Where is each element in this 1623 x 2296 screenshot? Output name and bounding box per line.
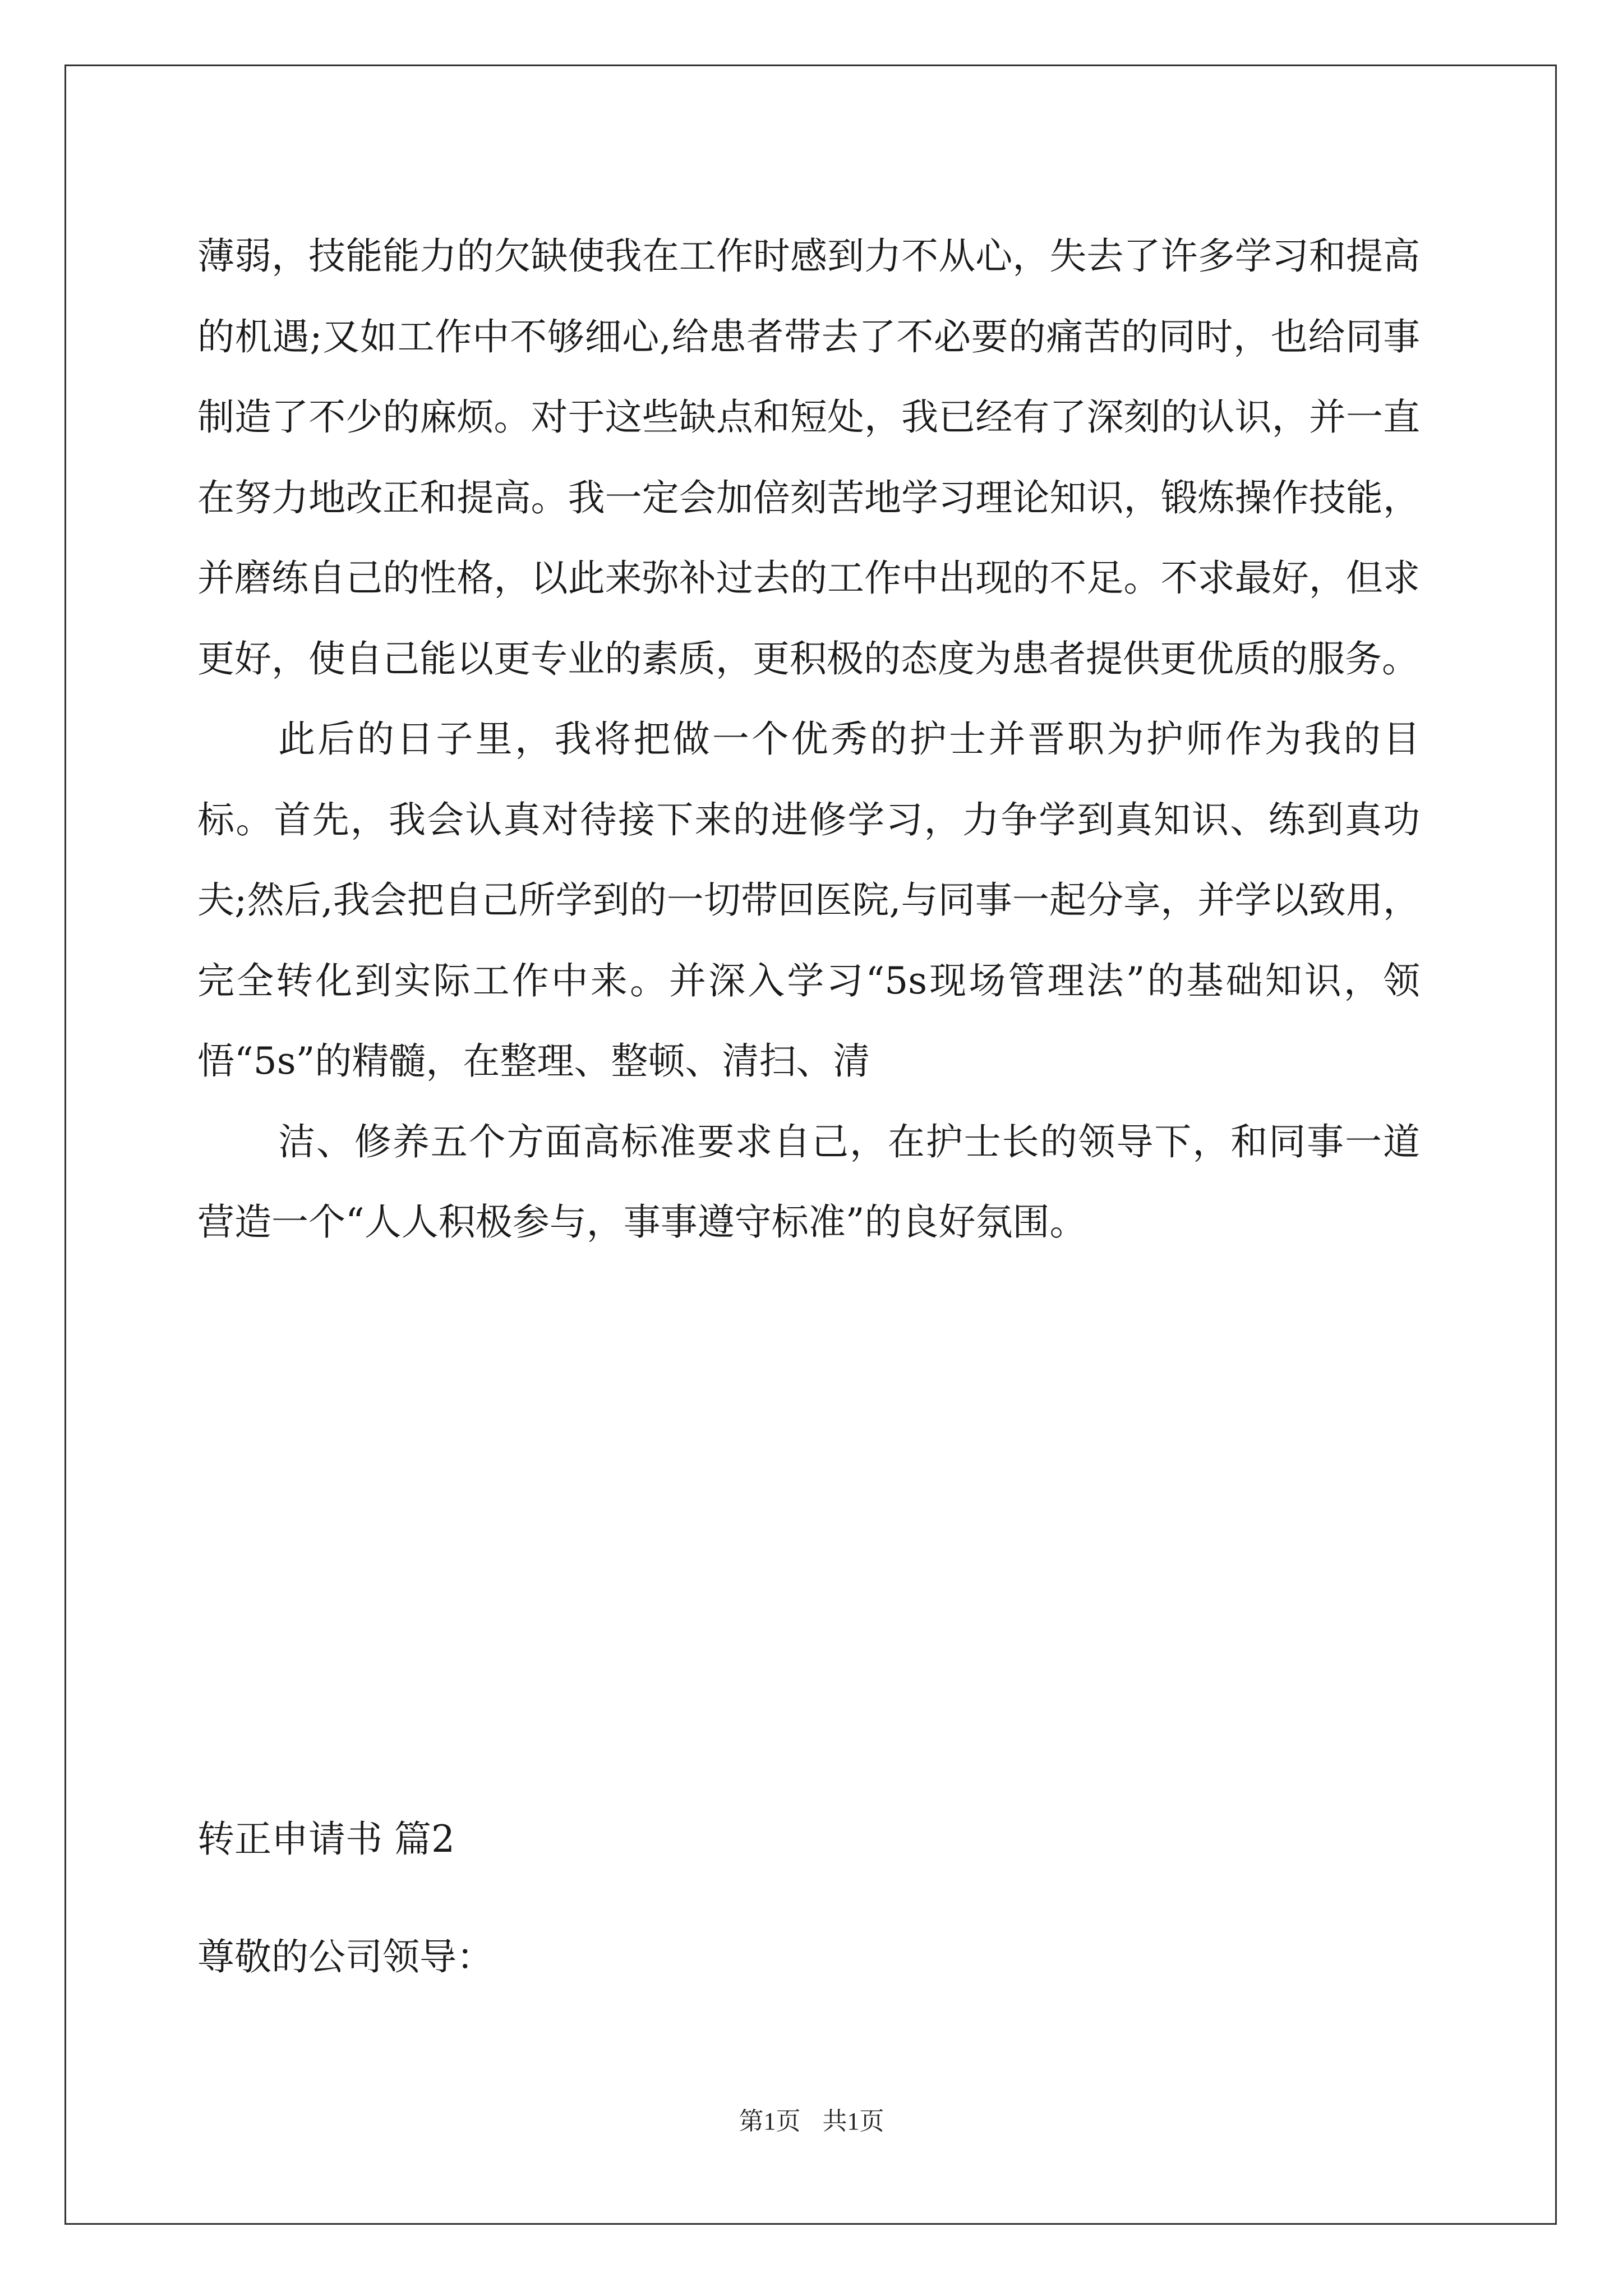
salutation: 尊敬的公司领导：: [197, 1935, 494, 1978]
document-body: [197, 216, 1420, 1263]
page-total: 共1页: [822, 2108, 884, 2135]
section-title: 转正申请书 篇2: [197, 1818, 455, 1861]
page-number: 第1页: [739, 2108, 801, 2135]
page-footer: [0, 2101, 1623, 2137]
paragraph-3: 洁、修养五个方面高标准要求自己，在护士长的领导下，和同事一道营造一个“人人积极参与，事事遵守标准”的良好氛围。: [197, 1120, 1420, 1244]
paragraph-2: 此后的日子里，我将把做一个优秀的护士并晋职为护师作为我的目标。首先，我会认真对待接下来的进修学习，力争学到真知识、练到真功夫;然后,我会把自己所学到的一切带回医院,与同事一起分享，并学以致用，完全转化到实际工作中来。并深入学习“5s现场管理法”的基础知识，领悟“5s”的精髓，在整理、整顿、清扫、清: [197, 717, 1420, 1083]
paragraph-1: 薄弱，技能能力的欠缺使我在工作时感到力不从心，失去了许多学习和提高的机遇;又如工作中不够细心,给患者带去了不必要的痛苦的同时，也给同事制造了不少的麻烦。对于这些缺点和短处，我已经有了深刻的认识，并一直在努力地改正和提高。我一定会加倍刻苦地学习理论知识，锻炼操作技能，并磨练自己的性格，以此来弥补过去的工作中出现的不足。不求最好，但求更好，使自己能以更专业的素质，更积极的态度为患者提供更优质的服务。: [197, 234, 1420, 680]
